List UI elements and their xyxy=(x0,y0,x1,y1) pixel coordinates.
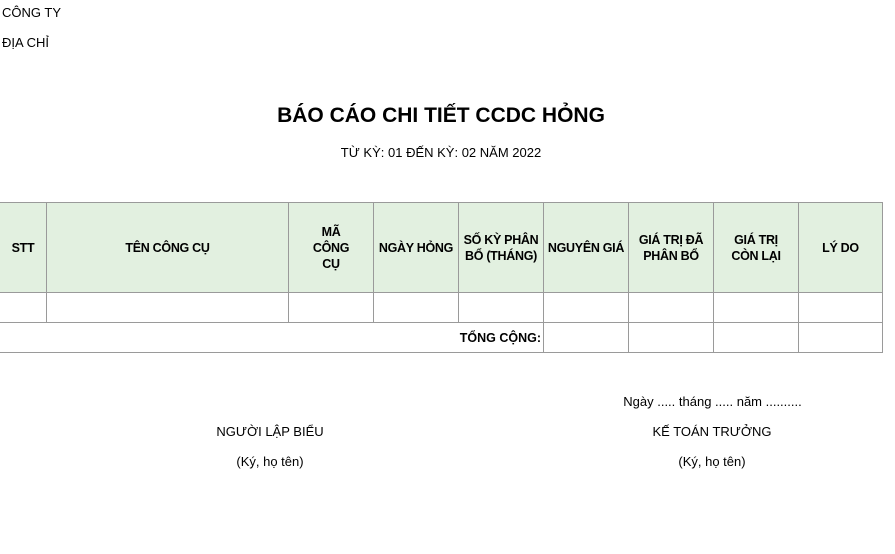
address-label: ĐỊA CHỈ xyxy=(2,35,49,50)
cell[interactable] xyxy=(629,293,714,323)
total-nguyen-gia[interactable] xyxy=(544,323,629,353)
cell[interactable] xyxy=(544,293,629,323)
chief-accountant-note: (Ký, họ tên) xyxy=(678,454,746,469)
cell[interactable] xyxy=(47,293,289,323)
chief-accountant-role: KẾ TOÁN TRƯỞNG xyxy=(652,424,772,439)
preparer-role: NGƯỜI LẬP BIỂU xyxy=(216,424,324,439)
report-table xyxy=(0,202,883,353)
col-stt: STT xyxy=(0,203,47,293)
total-label: TỔNG CỘNG: xyxy=(0,323,544,353)
report-title: BÁO CÁO CHI TIẾT CCDC HỎNG xyxy=(277,104,605,127)
col-ma-cong-cu: MÃ CÔNG CỤ xyxy=(289,203,374,293)
col-gia-tri-con-lai: GIÁ TRỊ CÒN LẠI xyxy=(714,203,799,293)
total-ly-do[interactable] xyxy=(799,323,883,353)
cell[interactable] xyxy=(459,293,544,323)
table-header-row xyxy=(0,203,883,293)
cell[interactable] xyxy=(714,293,799,323)
col-ten-cong-cu: TÊN CÔNG CỤ xyxy=(47,203,289,293)
cell[interactable] xyxy=(374,293,459,323)
col-ly-do: LÝ DO xyxy=(799,203,883,293)
cell[interactable] xyxy=(0,293,47,323)
col-gia-tri-da-phan-bo: GIÁ TRỊ ĐÃ PHÂN BỔ xyxy=(629,203,714,293)
cell[interactable] xyxy=(799,293,883,323)
preparer-note: (Ký, họ tên) xyxy=(236,454,304,469)
total-row xyxy=(0,323,883,353)
col-nguyen-gia: NGUYÊN GIÁ xyxy=(544,203,629,293)
total-con-lai[interactable] xyxy=(714,323,799,353)
col-so-ky-phan-bo: SỐ KỲ PHÂN BỔ (THÁNG) xyxy=(459,203,544,293)
report-period: TỪ KỲ: 01 ĐẾN KỲ: 02 NĂM 2022 xyxy=(340,145,542,160)
company-label: CÔNG TY xyxy=(2,5,61,20)
total-da-phan-bo[interactable] xyxy=(629,323,714,353)
table-row xyxy=(0,293,883,323)
date-line: Ngày ..... tháng ..... năm .......... xyxy=(623,394,802,409)
cell[interactable] xyxy=(289,293,374,323)
col-ngay-hong: NGÀY HỎNG xyxy=(374,203,459,293)
